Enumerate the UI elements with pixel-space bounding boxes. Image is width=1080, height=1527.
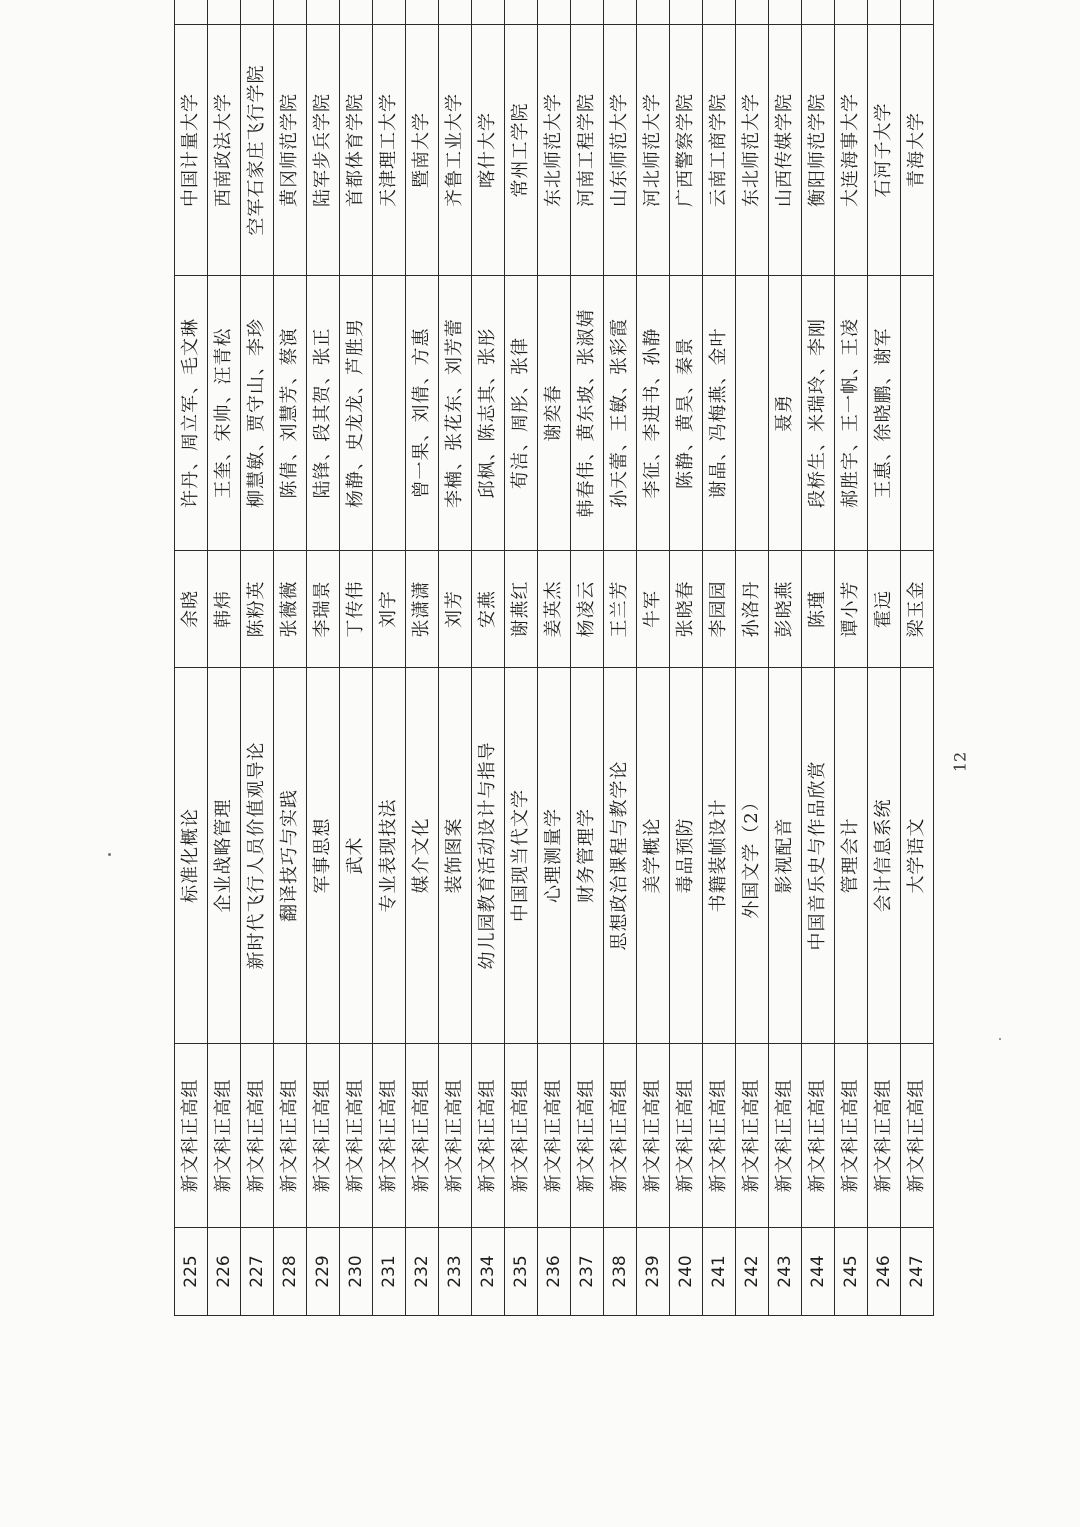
team-members: 李征、李进书、孙静 <box>637 276 670 551</box>
award-level <box>175 0 208 25</box>
competition-group: 新文科正高组 <box>340 1044 373 1228</box>
team-members: 韩春伟、黄东坡、张淑婧 <box>571 276 604 551</box>
team-members: 谢晶、冯梅燕、金叶 <box>703 276 736 551</box>
lead-teacher: 刘宇 <box>373 551 406 668</box>
school-name: 空军石家庄飞行学院 <box>241 25 274 276</box>
lead-teacher: 谭小芳 <box>835 551 868 668</box>
row-number: 245 <box>835 1228 868 1316</box>
lead-teacher: 丁传伟 <box>340 551 373 668</box>
school-name: 黄冈师范学院 <box>274 25 307 276</box>
school-name: 齐鲁工业大学 <box>439 25 472 276</box>
competition-group: 新文科正高组 <box>538 1044 571 1228</box>
lead-teacher: 姜英杰 <box>538 551 571 668</box>
competition-group: 新文科正高组 <box>868 1044 901 1228</box>
competition-group: 新文科正高组 <box>769 1044 802 1228</box>
award-level <box>868 0 901 25</box>
school-name: 中国计量大学 <box>175 25 208 276</box>
table-row <box>439 0 472 1316</box>
row-number: 244 <box>802 1228 835 1316</box>
course-name: 中国音乐史与作品欣赏 <box>802 668 835 1044</box>
course-name: 影视配音 <box>769 668 802 1044</box>
award-level <box>670 0 703 25</box>
competition-group: 新文科正高组 <box>241 1044 274 1228</box>
competition-group: 新文科正高组 <box>505 1044 538 1228</box>
award-level <box>241 0 274 25</box>
table-row <box>505 0 538 1316</box>
award-level <box>703 0 736 25</box>
school-name: 云南工商学院 <box>703 25 736 276</box>
row-number: 226 <box>208 1228 241 1316</box>
row-number: 227 <box>241 1228 274 1316</box>
award-level <box>835 0 868 25</box>
school-name: 常州工学院 <box>505 25 538 276</box>
lead-teacher: 刘芳 <box>439 551 472 668</box>
table-row <box>703 0 736 1316</box>
lead-teacher: 李园园 <box>703 551 736 668</box>
competition-group: 新文科正高组 <box>439 1044 472 1228</box>
team-members: 王惠、徐晓鹏、谢军 <box>868 276 901 551</box>
table-row <box>670 0 703 1316</box>
table-row <box>373 0 406 1316</box>
competition-group: 新文科正高组 <box>307 1044 340 1228</box>
course-name: 武术 <box>340 668 373 1044</box>
lead-teacher: 余晓 <box>175 551 208 668</box>
award-level <box>637 0 670 25</box>
table-row <box>538 0 571 1316</box>
team-members: 杨静、史龙龙、芦胜男 <box>340 276 373 551</box>
table-row <box>472 0 505 1316</box>
table-row <box>835 0 868 1316</box>
school-name: 广西警察学院 <box>670 25 703 276</box>
team-members <box>736 276 769 551</box>
course-name: 企业战略管理 <box>208 668 241 1044</box>
course-name: 媒介文化 <box>406 668 439 1044</box>
table-row <box>175 0 208 1316</box>
row-number: 231 <box>373 1228 406 1316</box>
team-members: 许丹、周立军、毛文琳 <box>175 276 208 551</box>
lead-teacher: 陈粉英 <box>241 551 274 668</box>
course-name: 管理会计 <box>835 668 868 1044</box>
course-name: 外国文学（2） <box>736 668 769 1044</box>
award-level <box>208 0 241 25</box>
course-name: 心理测量学 <box>538 668 571 1044</box>
page-number: 12 <box>950 751 970 773</box>
award-level <box>373 0 406 25</box>
lead-teacher: 李瑞景 <box>307 551 340 668</box>
team-members: 郝胜宇、王一帆、王凌 <box>835 276 868 551</box>
competition-group: 新文科正高组 <box>670 1044 703 1228</box>
table-row <box>901 0 934 1316</box>
competition-group: 新文科正高组 <box>472 1044 505 1228</box>
school-name: 山西传媒学院 <box>769 25 802 276</box>
lead-teacher: 霍远 <box>868 551 901 668</box>
competition-group: 新文科正高组 <box>373 1044 406 1228</box>
row-number: 246 <box>868 1228 901 1316</box>
competition-group: 新文科正高组 <box>901 1044 934 1228</box>
row-number: 228 <box>274 1228 307 1316</box>
award-list-table <box>174 0 934 1316</box>
team-members: 孙天蕾、王敏、张彩霞 <box>604 276 637 551</box>
award-level <box>274 0 307 25</box>
award-level <box>439 0 472 25</box>
row-number: 232 <box>406 1228 439 1316</box>
competition-group: 新文科正高组 <box>703 1044 736 1228</box>
award-level <box>307 0 340 25</box>
course-name: 标准化概论 <box>175 668 208 1044</box>
course-name: 专业表现技法 <box>373 668 406 1044</box>
row-number: 242 <box>736 1228 769 1316</box>
row-number: 234 <box>472 1228 505 1316</box>
course-name: 毒品预防 <box>670 668 703 1044</box>
award-level <box>604 0 637 25</box>
table-row <box>274 0 307 1316</box>
lead-teacher: 张潇潇 <box>406 551 439 668</box>
scan-speck <box>999 1038 1001 1040</box>
team-members: 段桥生、米瑞玲、李刚 <box>802 276 835 551</box>
team-members: 邱枫、陈志其、张彤 <box>472 276 505 551</box>
course-name: 美学概论 <box>637 668 670 1044</box>
lead-teacher: 牛军 <box>637 551 670 668</box>
lead-teacher: 安燕 <box>472 551 505 668</box>
school-name: 暨南大学 <box>406 25 439 276</box>
team-members: 李楠、张花东、刘芳蕾 <box>439 276 472 551</box>
row-number: 239 <box>637 1228 670 1316</box>
table-row <box>802 0 835 1316</box>
competition-group: 新文科正高组 <box>604 1044 637 1228</box>
award-level <box>769 0 802 25</box>
course-name: 大学语文 <box>901 668 934 1044</box>
lead-teacher: 谢燕红 <box>505 551 538 668</box>
row-number: 240 <box>670 1228 703 1316</box>
course-name: 书籍装帧设计 <box>703 668 736 1044</box>
table-row <box>571 0 604 1316</box>
competition-group: 新文科正高组 <box>406 1044 439 1228</box>
row-number: 236 <box>538 1228 571 1316</box>
competition-group: 新文科正高组 <box>571 1044 604 1228</box>
course-name: 中国现当代文学 <box>505 668 538 1044</box>
table-row <box>736 0 769 1316</box>
competition-group: 新文科正高组 <box>802 1044 835 1228</box>
row-number: 225 <box>175 1228 208 1316</box>
row-number: 243 <box>769 1228 802 1316</box>
lead-teacher: 张薇薇 <box>274 551 307 668</box>
school-name: 天津理工大学 <box>373 25 406 276</box>
course-name: 思想政治课程与教学论 <box>604 668 637 1044</box>
table-row <box>868 0 901 1316</box>
award-level <box>472 0 505 25</box>
team-members: 柳慧敏、贾守山、李珍 <box>241 276 274 551</box>
scan-speck <box>108 853 111 856</box>
award-level <box>340 0 373 25</box>
table-row <box>208 0 241 1316</box>
table-row <box>604 0 637 1316</box>
award-level <box>736 0 769 25</box>
table-row <box>637 0 670 1316</box>
school-name: 山东师范大学 <box>604 25 637 276</box>
team-members: 陈倩、刘慧芳、蔡演 <box>274 276 307 551</box>
lead-teacher: 杨凌云 <box>571 551 604 668</box>
school-name: 河南工程学院 <box>571 25 604 276</box>
lead-teacher: 孙洛丹 <box>736 551 769 668</box>
team-members: 曾一果、刘倩、方惠 <box>406 276 439 551</box>
school-name: 青海大学 <box>901 25 934 276</box>
row-number: 247 <box>901 1228 934 1316</box>
award-level <box>901 0 934 25</box>
team-members: 王奎、宋帅、汪青松 <box>208 276 241 551</box>
table-row <box>769 0 802 1316</box>
team-members <box>373 276 406 551</box>
team-members <box>901 276 934 551</box>
award-level <box>505 0 538 25</box>
row-number: 229 <box>307 1228 340 1316</box>
school-name: 东北师范大学 <box>736 25 769 276</box>
team-members: 聂勇 <box>769 276 802 551</box>
school-name: 石河子大学 <box>868 25 901 276</box>
school-name: 喀什大学 <box>472 25 505 276</box>
competition-group: 新文科正高组 <box>637 1044 670 1228</box>
course-name: 翻译技巧与实践 <box>274 668 307 1044</box>
award-level <box>538 0 571 25</box>
team-members: 陆锋、段其贺、张正 <box>307 276 340 551</box>
course-name: 幼儿园教育活动设计与指导 <box>472 668 505 1044</box>
row-number: 233 <box>439 1228 472 1316</box>
school-name: 衡阳师范学院 <box>802 25 835 276</box>
course-name: 军事思想 <box>307 668 340 1044</box>
school-name: 大连海事大学 <box>835 25 868 276</box>
row-number: 230 <box>340 1228 373 1316</box>
table-row <box>307 0 340 1316</box>
award-table <box>174 0 934 1316</box>
team-members: 荀洁、周彤、张律 <box>505 276 538 551</box>
table-row <box>340 0 373 1316</box>
school-name: 河北师范大学 <box>637 25 670 276</box>
school-name: 西南政法大学 <box>208 25 241 276</box>
team-members: 陈静、黄昊、秦景 <box>670 276 703 551</box>
lead-teacher: 陈瑾 <box>802 551 835 668</box>
row-number: 235 <box>505 1228 538 1316</box>
competition-group: 新文科正高组 <box>175 1044 208 1228</box>
award-level <box>802 0 835 25</box>
course-name: 新时代飞行人员价值观导论 <box>241 668 274 1044</box>
award-level <box>406 0 439 25</box>
award-level <box>571 0 604 25</box>
row-number: 241 <box>703 1228 736 1316</box>
lead-teacher: 张晓春 <box>670 551 703 668</box>
row-number: 237 <box>571 1228 604 1316</box>
school-name: 陆军步兵学院 <box>307 25 340 276</box>
competition-group: 新文科正高组 <box>736 1044 769 1228</box>
school-name: 首都体育学院 <box>340 25 373 276</box>
competition-group: 新文科正高组 <box>835 1044 868 1228</box>
competition-group: 新文科正高组 <box>208 1044 241 1228</box>
table-row <box>241 0 274 1316</box>
row-number: 238 <box>604 1228 637 1316</box>
lead-teacher: 彭晓燕 <box>769 551 802 668</box>
course-name: 财务管理学 <box>571 668 604 1044</box>
course-name: 装饰图案 <box>439 668 472 1044</box>
course-name: 会计信息系统 <box>868 668 901 1044</box>
school-name: 东北师范大学 <box>538 25 571 276</box>
competition-group: 新文科正高组 <box>274 1044 307 1228</box>
team-members: 谢奕春 <box>538 276 571 551</box>
lead-teacher: 韩炜 <box>208 551 241 668</box>
lead-teacher: 梁玉金 <box>901 551 934 668</box>
table-row <box>406 0 439 1316</box>
lead-teacher: 王兰芳 <box>604 551 637 668</box>
